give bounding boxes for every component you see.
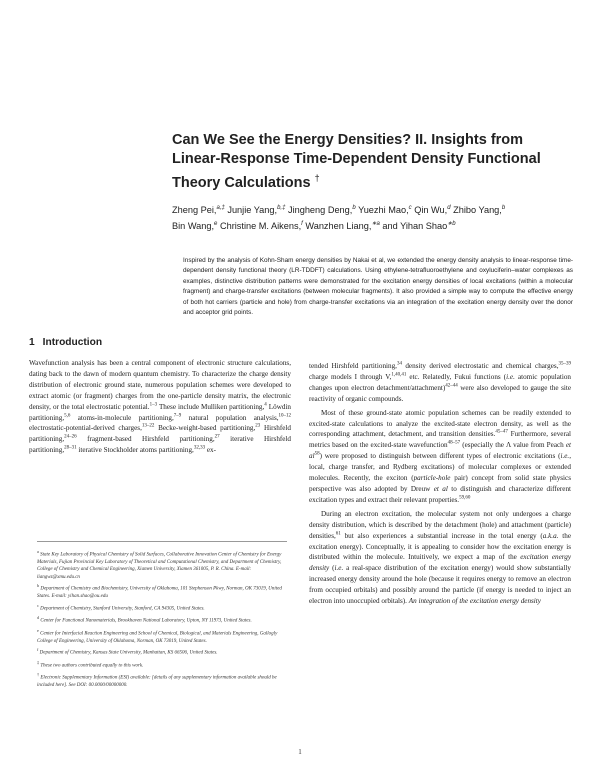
affiliation-item: $^a$ State Key Laboratory of Physical Chemistry of Solid Surfaces, Collaborative Innovation Center of Chemistry for Energy Materials, Fujian Provincial Key Laboratory of Theoretical and Computational Chemistry, and Department of Chemistry, College of Chemistry and Chemical Engineering, Xiamen University, Xiamen 361005, P. R. China. E-mail: liangwz@xmu.edu.cn bbox=[37, 549, 282, 580]
author: Jingheng Deng,$^b$ bbox=[287, 205, 356, 216]
author: Zheng Pei,$^{a,\ddagger}$ bbox=[172, 205, 225, 216]
author: and Yihan Shao$^{∗b}$ bbox=[382, 221, 456, 232]
affiliation-item: ‡ These two authors contributed equally to this work. bbox=[37, 659, 144, 669]
author: Qin Wu,$^d$ bbox=[414, 205, 451, 216]
author: Wanzhen Liang,$^{∗a}$ bbox=[305, 221, 380, 232]
author-list bbox=[172, 201, 572, 233]
intro-paragraph-2: tended Hirshfeld partitioning,$^{34}$ density derived electrostatic and chemical charges,$^{35-39}$ charge models I through V,$^{1,40,41}$ etc. Relatedly, Fukui functions (i.e. atomic population changes upon electron detachment/attachment)$^{42-44}$ were also developed to gauge the site reactivity of organic compounds. bbox=[309, 361, 572, 403]
affiliation-item: $^d$ Center for Functional Nanomaterials, Brookhaven National Laboratory, Upton, NY 11973, United States. bbox=[37, 615, 252, 624]
author: Junjie Yang,$^{b,\ddagger}$ bbox=[227, 205, 286, 216]
author: Zhibo Yang,$^b$ bbox=[453, 205, 506, 216]
affiliation-item: $^e$ Center for Interfacial Reaction Engineering and School of Chemical, Biological, and Materials Engineering, Gallogly College of Engineering, University of Oklahoma, Norman, OK 73019, United States. bbox=[37, 627, 278, 644]
title-text: Can We See the Energy Densities? II. Insights from Linear-Response Time-Dependent Density Functional Theory Calculations bbox=[172, 132, 541, 191]
paper-title bbox=[172, 131, 572, 193]
page-number: 1 bbox=[298, 748, 302, 756]
section-heading: 1 Introduction bbox=[29, 337, 103, 348]
affiliation-item: $^f$ Department of Chemistry, Kansas State University, Manhattan, KS 66506, United States. bbox=[37, 647, 218, 656]
intro-paragraph-1: Wavefunction analysis has been a central component of electronic structure calculations, dating back to the dawn of modern quantum chemistry. To characterize the charge density distribution of electronic ground state, numerous population schemes were developed to extract atomic (or fragment) charges from the one-particle density matrix, the electronic density, or the total electrostatic potential.$^{1-3}$ These include Mulliken partitioning,$^4$ Löwdin partitioning,$^{5,6}$ atoms-in-molecule partitioning,$^{7-9}$ natural population analysis,$^{10-12}$ electrostatic-potential-derived charges,$^{13-22}$ Becke-weight-based partitioning,$^{23}$ Hirshfeld partitioning,$^{24-26}$ fragment-based Hirshfeld partitioning,$^{27}$ iterative Hirshfeld partitioning,$^{28-31}$ iterative Stockholder atoms partitioning,$^{32,33}$ ex- bbox=[29, 359, 292, 455]
abstract bbox=[183, 256, 573, 318]
affiliation-item: † Electronic Supplementary Information (ESI) available: [details of any supplementary information available should be included here]. See DOI: 00.0000/00000000. bbox=[37, 671, 277, 688]
abstract-text: Inspired by the analysis of Kohn-Sham energy densities by Nakai et al, we extended the energy density analysis to linear-response time-dependent density functional theory (LR-TDDFT) calculations. Using ethylene-tetrafluoroethylene and oxyluciferin–water complexes as examples, distinctive distribution patterns were demonstrated for the excitation energy densities of local excitations (within a molecular fragment) and charge-transfer excitations (between molecular fragments). It also provided a simple way to compute the effective energy of both hot carriers (particle and hole) from charge-transfer excitations via an integration of the excitation energy density over the donor and acceptor grid points. bbox=[183, 257, 573, 317]
right-column bbox=[309, 361, 571, 607]
affiliation-item: $^c$ Department of Chemistry, Stanford University, Stanford, CA 94305, United States. bbox=[37, 602, 205, 612]
author: Bin Wang,$^e$ bbox=[172, 221, 218, 232]
title-footnote-mark: † bbox=[314, 173, 320, 183]
intro-paragraph-3: Most of these ground-state atomic population schemes can be readily extended to excited-state calculations to analyze the excited-state electron density, as well as the corresponding attachment, detachment, and transition densities.$^{45-47}$ Furthermore, several metrics based on the excited-state wavefunction$^{48-57}$ (especially the Λ value from Peach et $al^{58}$) were proposed to distinguish between different types of electronic excitations (i.e., local, charge transfer, and Rydberg excitations) of molecular complexes or extended molecules. Recently, the exciton (particle-hole pair) concept from solid state physics perspective was also adopted by Dreuw et al to distinguish and characterize different excitation types and extract their relevant properties.$^{59,60}$ bbox=[309, 408, 571, 504]
affiliations bbox=[37, 548, 287, 691]
affiliation-item: $^b$ Department of Chemistry and Biochemistry, University of Oklahoma, 101 Stephenson Pkwy, Norman, OK 73019, United States. E-mail: yihan.shao@ou.edu bbox=[37, 583, 282, 600]
author: Yuezhi Mao,$^c$ bbox=[358, 205, 412, 216]
author: Christine M. Aikens,$^f$ bbox=[219, 221, 303, 232]
footnote-rule bbox=[37, 541, 287, 542]
left-column bbox=[29, 336, 291, 456]
intro-paragraph-4: During an electron excitation, the molecular system not only undergoes a charge density distribution, which is described by the detachment (hole) and attachment (particle) densities,$^{61}$ but also experiences a substantial increase in the total energy (a.k.a. the excitation energy). Conceptually, it is appealing to consider how the excitation energy is distributed within the molecule. Intuitively, we expect a map of the excitation energy density (i.e. a real-space distribution of the excitation energy) would show substantially increased energy density around the hole (because it requires energy to remove an electron from occupied orbitals) and possibly around the particle (if energy is needed to inject an electron into unoccupied orbitals). An integration of the excitation energy density bbox=[309, 509, 571, 606]
